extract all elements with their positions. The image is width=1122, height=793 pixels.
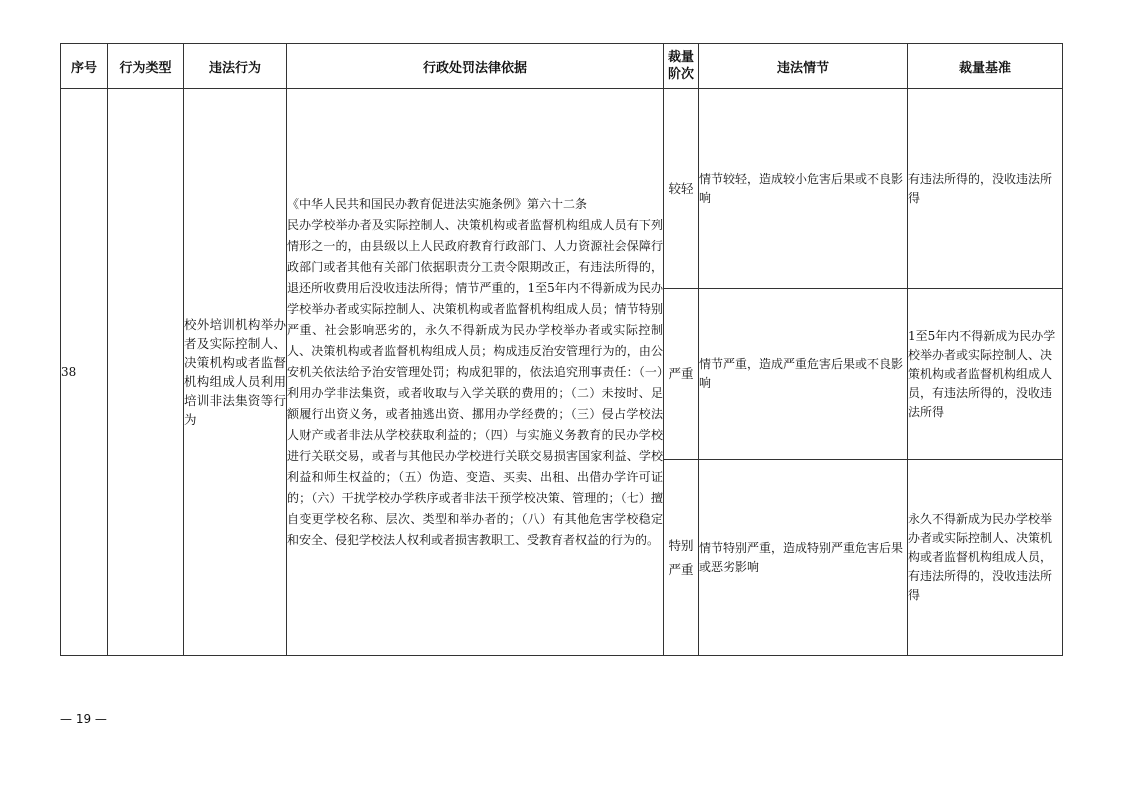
header-row [61,44,1063,89]
header-standard: 裁量基准 [908,44,1063,89]
header-seq: 序号 [61,44,108,89]
row-seq: 38 [61,89,108,656]
circumstance-very-serious: 情节特别严重，造成特别严重危害后果或恶劣影响 [699,460,908,656]
row-violation: 校外培训机构举办者及实际控制人、决策机构或者监督机构组成人员利用培训非法集资等行为 [184,89,287,656]
header-discretion-level: 裁量阶次 [664,44,699,89]
law-title: 《中华人民共和国民办教育促进法实施条例》第六十二条 [287,196,588,211]
level-very-serious: 特别严重 [664,460,699,656]
circumstance-serious: 情节严重，造成严重危害后果或不良影响 [699,289,908,460]
row-legal-basis [287,89,664,656]
standard-light: 有违法所得的，没收违法所得 [908,89,1063,289]
circumstance-light: 情节较轻，造成较小危害后果或不良影响 [699,89,908,289]
level-light: 较轻 [664,89,699,289]
standard-very-serious: 永久不得新成为民办学校举办者或实际控制人、决策机构或者监督机构组成人员，有违法所得的，没收违法所得 [908,460,1063,656]
page-number: — 19 — [60,712,107,726]
penalty-discretion-table [60,43,1063,656]
header-violation: 违法行为 [184,44,287,89]
standard-serious: 1至5年内不得新成为民办学校举办者或实际控制人、决策机构或者监督机构组成人员，有违法所得的，没收违法所得 [908,289,1063,460]
table-row [61,89,1063,289]
header-legal-basis: 行政处罚法律依据 [287,44,664,89]
level-serious: 严重 [664,289,699,460]
header-behavior-type: 行为类型 [108,44,184,89]
header-circumstance: 违法情节 [699,44,908,89]
law-body: 民办学校举办者及实际控制人、决策机构或者监督机构组成人员有下列情形之一的，由县级以上人民政府教育行政部门、人力资源社会保障行政部门或者其他有关部门依据职责分工责令限期改正，有违法所得的，退还所收费用后没收违法所得；情节严重的，1至5年内不得新成为民办学校举办者或实际控制人、决策机构或者监督机构组成人员；情节特别严重、社会影响恶劣的，永久不得新成为民办学校举办者或实际控制人、决策机构或者监督机构组成人员；构成违反治安管理行为的，由公安机关依法给予治安管理处罚；构成犯罪的，依法追究刑事责任：（一）利用办学非法集资，或者收取与入学关联的费用的；（二）未按时、足额履行出资义务，或者抽逃出资、挪用办学经费的；（三）侵占学校法人财产或者非法从学校获取利益的；（四）与实施义务教育的民办学校进行关联交易，或者与其他民办学校进行关联交易损害国家利益、学校利益和师生权益的；（五）伪造、变造、买卖、出租、出借办学许可证的；（六）干扰学校办学秩序或者非法干预学校决策、管理的；（七）擅自变更学校名称、层次、类型和举办者的；（八）有其他危害学校稳定和安全、侵犯学校法人权利或者损害教职工、受教育者权益的行为的。 [287,217,663,547]
row-behavior-type [108,89,184,656]
